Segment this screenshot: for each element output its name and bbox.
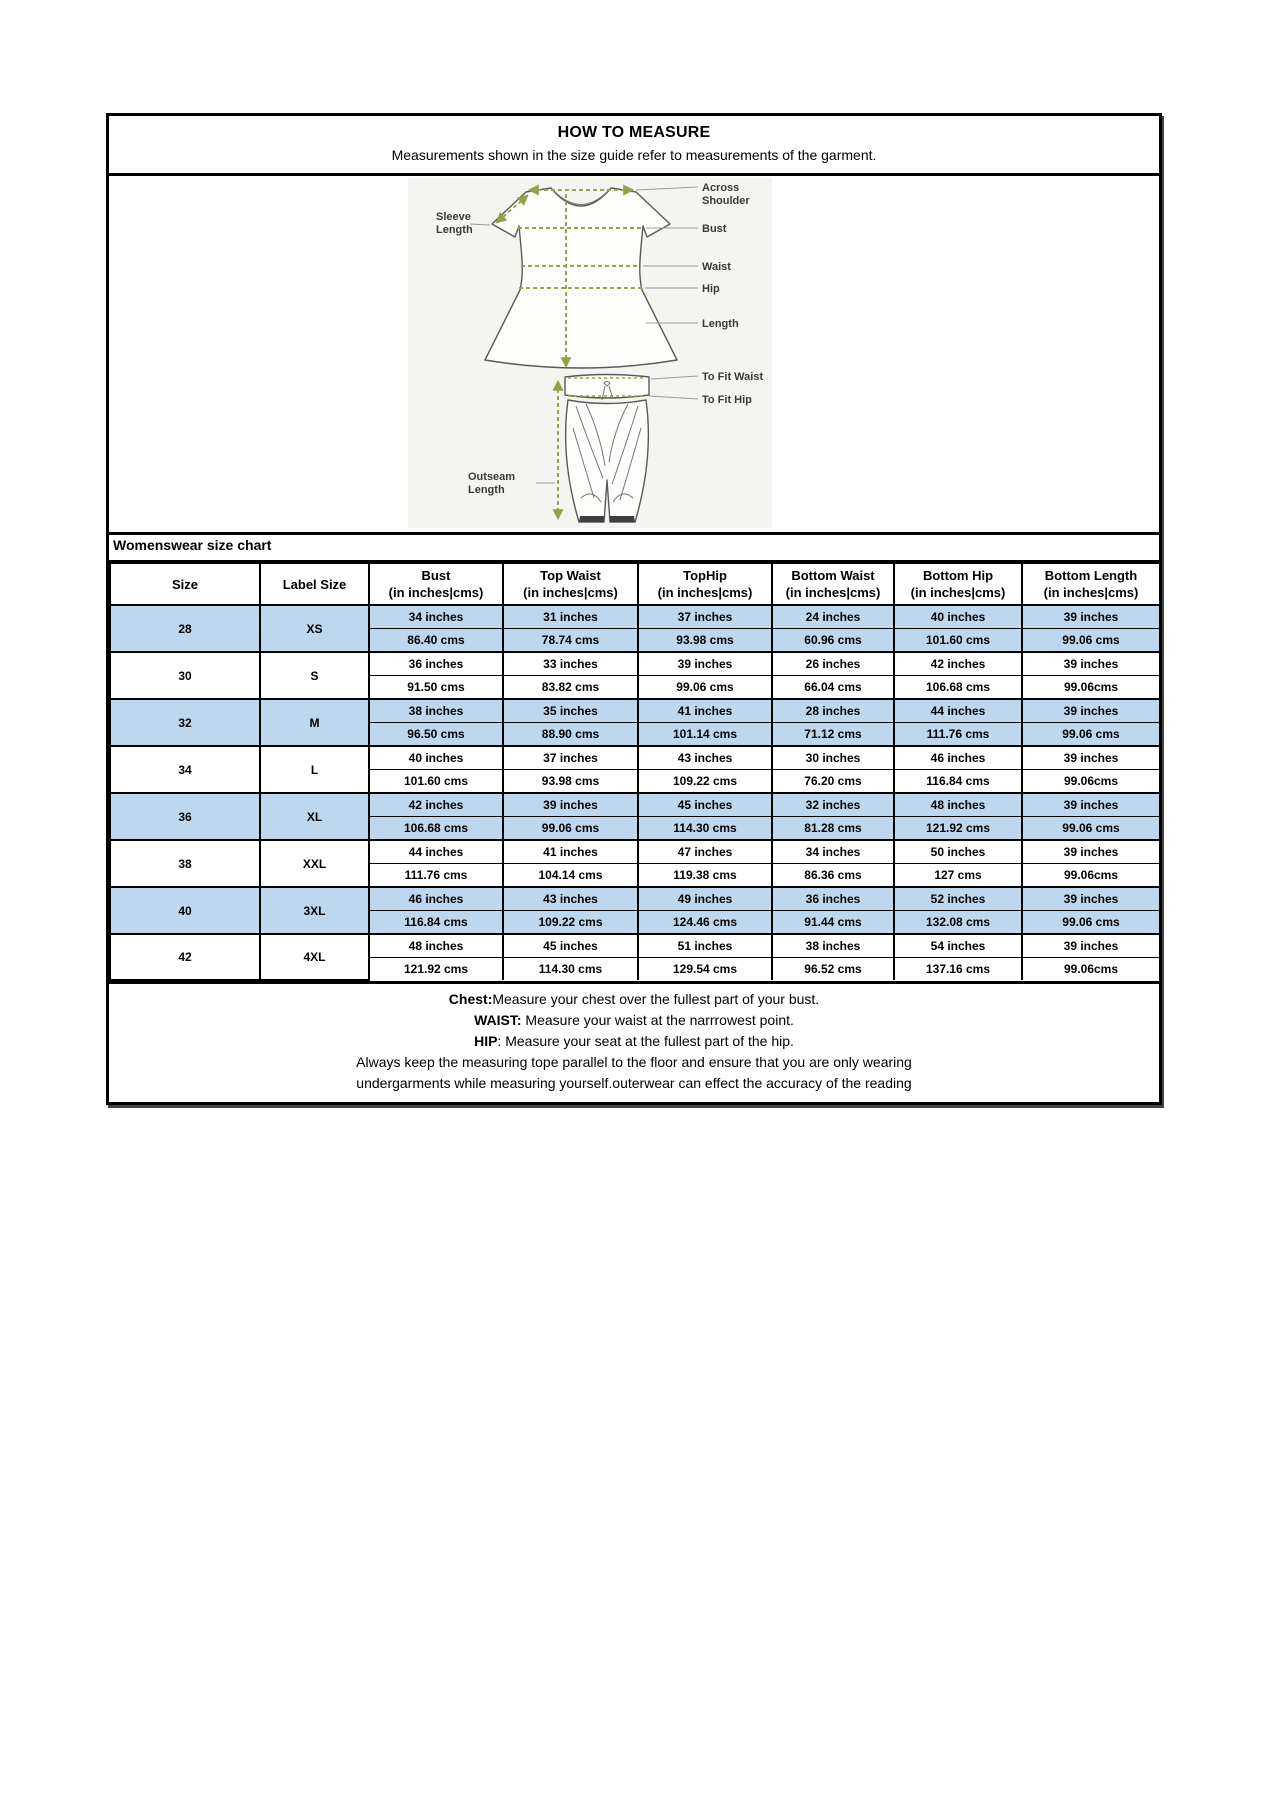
across-shoulder-label-line1: Across: [702, 182, 740, 194]
cms-cell: 106.68 cms: [369, 817, 503, 841]
measurement-notes: [109, 981, 1159, 1102]
cms-cell: 116.84 cms: [894, 770, 1022, 794]
note-line-4: undergarments while measuring yourself.outerwear can effect the accuracy of the reading: [356, 1075, 912, 1091]
inches-cell: 39 inches: [1022, 605, 1160, 629]
cms-cell: 93.98 cms: [638, 629, 772, 653]
inches-cell: 46 inches: [894, 746, 1022, 770]
cms-cell: 99.06cms: [1022, 676, 1160, 700]
cms-cell: 101.14 cms: [638, 723, 772, 747]
cms-cell: 119.38 cms: [638, 864, 772, 888]
cms-cell: 121.92 cms: [894, 817, 1022, 841]
size-cell: 40: [110, 887, 260, 934]
inches-cell: 44 inches: [369, 840, 503, 864]
cms-cell: 93.98 cms: [503, 770, 638, 794]
column-header-5: Bottom Waist (in inches|cms): [772, 563, 894, 605]
cms-cell: 111.76 cms: [894, 723, 1022, 747]
column-header-7: Bottom Length (in inches|cms): [1022, 563, 1160, 605]
cms-cell: 124.46 cms: [638, 911, 772, 935]
note-line-2: HIP: Measure your seat at the fullest part of the hip.: [474, 1033, 794, 1049]
length-label: Length: [702, 318, 739, 330]
inches-cell: 39 inches: [1022, 934, 1160, 958]
cms-cell: 111.76 cms: [369, 864, 503, 888]
sleeve-length-label-line2: Length: [436, 224, 473, 236]
waist-label: Waist: [702, 261, 731, 273]
cms-cell: 81.28 cms: [772, 817, 894, 841]
cms-cell: 99.06 cms: [1022, 629, 1160, 653]
across-shoulder-label-line2: Shoulder: [702, 195, 750, 207]
inches-cell: 50 inches: [894, 840, 1022, 864]
cms-cell: 101.60 cms: [894, 629, 1022, 653]
column-header-4: TopHip (in inches|cms): [638, 563, 772, 605]
cms-cell: 114.30 cms: [638, 817, 772, 841]
inches-cell: 44 inches: [894, 699, 1022, 723]
cms-cell: 109.22 cms: [638, 770, 772, 794]
cms-cell: 96.52 cms: [772, 958, 894, 981]
to-fit-waist-label: To Fit Waist: [702, 371, 764, 383]
inches-cell: 36 inches: [772, 887, 894, 911]
note-line-3: Always keep the measuring tope parallel to the floor and ensure that you are only wearing: [356, 1054, 912, 1070]
inches-cell: 35 inches: [503, 699, 638, 723]
garment-measurement-diagram: [408, 178, 772, 528]
cms-cell: 91.44 cms: [772, 911, 894, 935]
outseam-length-label-line1: Outseam: [468, 471, 516, 483]
inches-cell: 43 inches: [503, 887, 638, 911]
cms-cell: 114.30 cms: [503, 958, 638, 981]
page-title: HOW TO MEASURE: [557, 124, 711, 141]
to-fit-hip-label: To Fit Hip: [702, 394, 752, 406]
inches-cell: 48 inches: [369, 934, 503, 958]
size-cell: 42: [110, 934, 260, 980]
cms-cell: 86.36 cms: [772, 864, 894, 888]
size-chart-table: [109, 562, 1161, 981]
inches-cell: 39 inches: [1022, 793, 1160, 817]
inches-cell: 49 inches: [638, 887, 772, 911]
cms-cell: 99.06 cms: [503, 817, 638, 841]
size-guide-document: [106, 113, 1162, 1105]
cms-cell: 99.06cms: [1022, 958, 1160, 981]
inches-cell: 39 inches: [503, 793, 638, 817]
label-size-cell: M: [260, 699, 369, 746]
pants-outline: [566, 400, 649, 522]
cms-cell: 99.06 cms: [1022, 817, 1160, 841]
cms-cell: 83.82 cms: [503, 676, 638, 700]
page-subtitle: Measurements shown in the size guide refer to measurements of the garment.: [391, 147, 877, 163]
inches-cell: 39 inches: [1022, 652, 1160, 676]
inches-cell: 28 inches: [772, 699, 894, 723]
label-size-cell: XL: [260, 793, 369, 840]
inches-cell: 47 inches: [638, 840, 772, 864]
size-cell: 36: [110, 793, 260, 840]
size-table-body: [110, 605, 1160, 980]
cms-cell: 99.06cms: [1022, 864, 1160, 888]
size-cell: 28: [110, 605, 260, 652]
column-header-6: Bottom Hip (in inches|cms): [894, 563, 1022, 605]
cms-cell: 106.68 cms: [894, 676, 1022, 700]
inches-cell: 39 inches: [1022, 840, 1160, 864]
inches-cell: 34 inches: [772, 840, 894, 864]
size-cell: 30: [110, 652, 260, 699]
garment-diagram-svg: [408, 178, 772, 528]
column-header-2: Bust (in inches|cms): [369, 563, 503, 605]
cms-cell: 99.06 cms: [1022, 911, 1160, 935]
bust-label: Bust: [702, 223, 727, 235]
label-size-cell: XXL: [260, 840, 369, 887]
inches-cell: 41 inches: [503, 840, 638, 864]
size-cell: 32: [110, 699, 260, 746]
inches-cell: 26 inches: [772, 652, 894, 676]
inches-cell: 30 inches: [772, 746, 894, 770]
top-garment-outline: [485, 188, 677, 368]
cms-cell: 127 cms: [894, 864, 1022, 888]
inches-cell: 36 inches: [369, 652, 503, 676]
cms-cell: 78.74 cms: [503, 629, 638, 653]
cms-cell: 121.92 cms: [369, 958, 503, 981]
label-size-cell: 3XL: [260, 887, 369, 934]
inches-cell: 31 inches: [503, 605, 638, 629]
cms-cell: 101.60 cms: [369, 770, 503, 794]
inches-cell: 38 inches: [369, 699, 503, 723]
inches-cell: 39 inches: [1022, 887, 1160, 911]
inches-cell: 24 inches: [772, 605, 894, 629]
title-section: [109, 116, 1159, 176]
inches-cell: 51 inches: [638, 934, 772, 958]
note-line-1: WAIST: Measure your waist at the narrrowest point.: [474, 1012, 794, 1028]
cms-cell: 86.40 cms: [369, 629, 503, 653]
inches-cell: 37 inches: [638, 605, 772, 629]
inches-cell: 39 inches: [1022, 699, 1160, 723]
inches-cell: 34 inches: [369, 605, 503, 629]
size-cell: 34: [110, 746, 260, 793]
inches-cell: 48 inches: [894, 793, 1022, 817]
inches-cell: 52 inches: [894, 887, 1022, 911]
inches-cell: 45 inches: [503, 934, 638, 958]
inches-cell: 42 inches: [894, 652, 1022, 676]
column-header-row: [110, 563, 1160, 605]
cms-cell: 91.50 cms: [369, 676, 503, 700]
inches-cell: 45 inches: [638, 793, 772, 817]
cms-cell: 76.20 cms: [772, 770, 894, 794]
inches-cell: 43 inches: [638, 746, 772, 770]
diagram-section: [109, 176, 1159, 535]
cms-cell: 104.14 cms: [503, 864, 638, 888]
cms-cell: 96.50 cms: [369, 723, 503, 747]
cms-cell: 88.90 cms: [503, 723, 638, 747]
inches-cell: 40 inches: [894, 605, 1022, 629]
inches-cell: 40 inches: [369, 746, 503, 770]
column-header-0: Size: [110, 563, 260, 605]
hip-label: Hip: [702, 283, 720, 295]
cms-cell: 109.22 cms: [503, 911, 638, 935]
inches-cell: 54 inches: [894, 934, 1022, 958]
label-size-cell: XS: [260, 605, 369, 652]
cms-cell: 66.04 cms: [772, 676, 894, 700]
note-line-0: Chest:Measure your chest over the fullest part of your bust.: [448, 991, 820, 1007]
outseam-length-label-line2: Length: [468, 484, 505, 496]
label-size-cell: 4XL: [260, 934, 369, 980]
inches-cell: 39 inches: [1022, 746, 1160, 770]
inches-cell: 41 inches: [638, 699, 772, 723]
sleeve-length-label-line1: Sleeve: [436, 211, 471, 223]
inches-cell: 32 inches: [772, 793, 894, 817]
cms-cell: 71.12 cms: [772, 723, 894, 747]
cms-cell: 116.84 cms: [369, 911, 503, 935]
table-caption: Womenswear size chart: [109, 535, 1159, 562]
cms-cell: 129.54 cms: [638, 958, 772, 981]
inches-cell: 33 inches: [503, 652, 638, 676]
size-cell: 38: [110, 840, 260, 887]
column-header-1: Label Size: [260, 563, 369, 605]
inches-cell: 42 inches: [369, 793, 503, 817]
cms-cell: 60.96 cms: [772, 629, 894, 653]
label-size-cell: S: [260, 652, 369, 699]
label-size-cell: L: [260, 746, 369, 793]
inches-cell: 46 inches: [369, 887, 503, 911]
inches-cell: 38 inches: [772, 934, 894, 958]
inches-cell: 39 inches: [638, 652, 772, 676]
column-header-3: Top Waist (in inches|cms): [503, 563, 638, 605]
cms-cell: 99.06 cms: [1022, 723, 1160, 747]
cms-cell: 137.16 cms: [894, 958, 1022, 981]
cms-cell: 99.06 cms: [638, 676, 772, 700]
cms-cell: 99.06cms: [1022, 770, 1160, 794]
inches-cell: 37 inches: [503, 746, 638, 770]
cms-cell: 132.08 cms: [894, 911, 1022, 935]
